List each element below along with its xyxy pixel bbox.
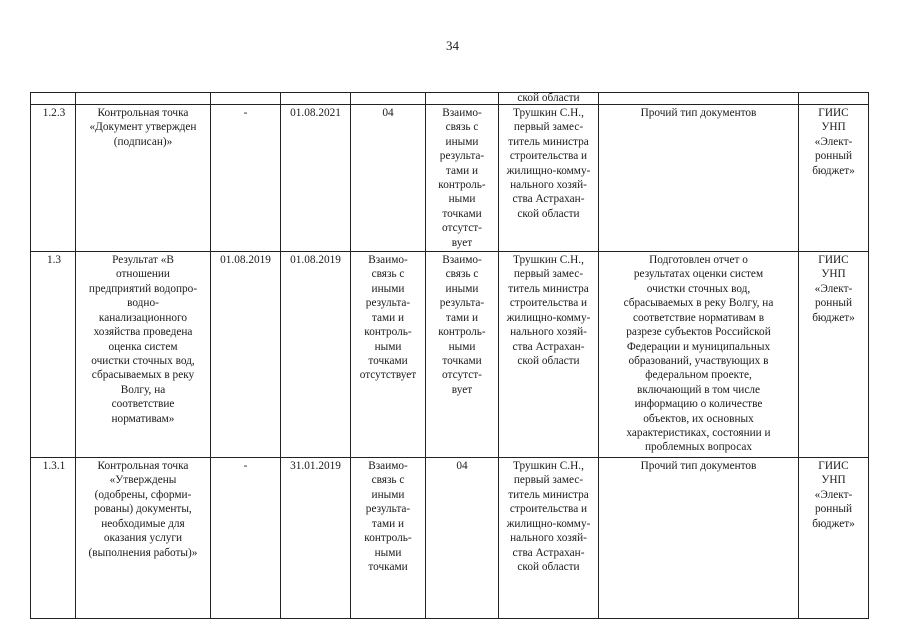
cell-name: Результат «В отношении предприятий водопро- водно- канализационного хозяйства проведена оценка систем очистки сточных вод, сбрасываемых в реку Волгу, на соответствие нормативам» bbox=[76, 252, 211, 458]
project-plan-table bbox=[30, 92, 869, 619]
cell-predecessor: Взаимо- связь с иными результа- тами и контроль- ными точками bbox=[351, 458, 426, 619]
cell-end: 31.01.2019 bbox=[281, 458, 351, 619]
cell-system: ГИИС УНП «Элект- ронный бюджет» bbox=[799, 252, 869, 458]
cell-system: ГИИС УНП «Элект- ронный бюджет» bbox=[799, 105, 869, 252]
cell-number bbox=[31, 93, 76, 105]
cell-start: - bbox=[211, 458, 281, 619]
cell-result: Прочий тип документов bbox=[599, 458, 799, 619]
cell-result: Подготовлен отчет о результатах оценки систем очистки сточных вод, сбрасываемых в реку Волгу, на соответствие нормативам в разрезе субъектов Российской Федерации и муниципальных образований, участвующих в федеральном проекте, включающий в том числе информацию о количестве объектов, их основных характеристиках, состоянии и проблемных вопросах bbox=[599, 252, 799, 458]
cell-result: Прочий тип документов bbox=[599, 105, 799, 252]
cell-system bbox=[799, 93, 869, 105]
cell-end: 01.08.2019 bbox=[281, 252, 351, 458]
table-row bbox=[31, 252, 869, 458]
cell-successor: 04 bbox=[426, 458, 499, 619]
cell-start: 01.08.2019 bbox=[211, 252, 281, 458]
cell-successor bbox=[426, 93, 499, 105]
cell-responsible: Трушкин С.Н., первый замес- титель министра строительства и жилищно-комму- нального хозяй- ства Астрахан- ской области bbox=[499, 105, 599, 252]
cell-end: 01.08.2021 bbox=[281, 105, 351, 252]
cell-name: Контрольная точка «Документ утвержден (подписан)» bbox=[76, 105, 211, 252]
table-row bbox=[31, 105, 869, 252]
cell-responsible: ской области bbox=[499, 93, 599, 105]
cell-responsible: Трушкин С.Н., первый замес- титель министра строительства и жилищно-комму- нального хозяй- ства Астрахан- ской области bbox=[499, 252, 599, 458]
cell-result bbox=[599, 93, 799, 105]
cell-predecessor: 04 bbox=[351, 105, 426, 252]
page-number: 34 bbox=[446, 38, 459, 53]
cell-responsible: Трушкин С.Н., первый замес- титель министра строительства и жилищно-комму- нального хозяй- ства Астрахан- ской области bbox=[499, 458, 599, 619]
cell-name bbox=[76, 93, 211, 105]
cell-number: 1.2.3 bbox=[31, 105, 76, 252]
cell-successor: Взаимо- связь с иными результа- тами и контроль- ными точками отсутст- вует bbox=[426, 252, 499, 458]
cell-successor: Взаимо- связь с иными результа- тами и контроль- ными точками отсутст- вует bbox=[426, 105, 499, 252]
cell-predecessor: Взаимо- связь с иными результа- тами и контроль- ными точками отсутствует bbox=[351, 252, 426, 458]
table-row bbox=[31, 93, 869, 105]
cell-system: ГИИС УНП «Элект- ронный бюджет» bbox=[799, 458, 869, 619]
cell-name: Контрольная точка «Утверждены (одобрены, сформи- рованы) документы, необходимые для оказания услуги (выполнения работы)» bbox=[76, 458, 211, 619]
cell-predecessor bbox=[351, 93, 426, 105]
table-row bbox=[31, 458, 869, 619]
cell-number: 1.3 bbox=[31, 252, 76, 458]
cell-number: 1.3.1 bbox=[31, 458, 76, 619]
cell-start bbox=[211, 93, 281, 105]
cell-start: - bbox=[211, 105, 281, 252]
cell-end bbox=[281, 93, 351, 105]
